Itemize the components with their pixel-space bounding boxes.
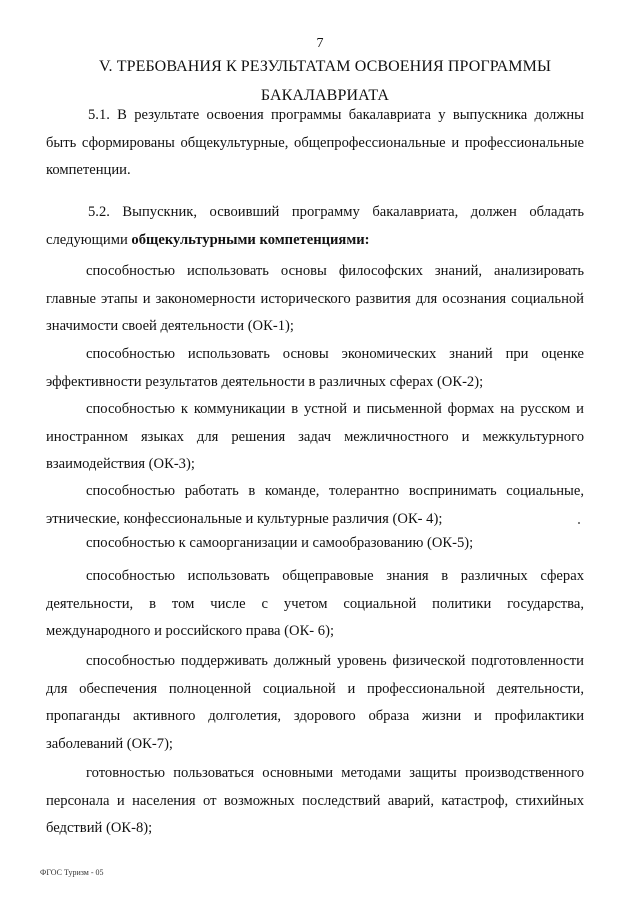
- competency-ok-3: способностью к коммуникации в устной и письменной формах на русском и иностранном языках для решения задач межличностного и межкультурного взаимодействия (ОК-3);: [46, 401, 584, 472]
- section-heading-line-2: БАКАЛАВРИАТА: [260, 87, 390, 104]
- page-number: 7: [316, 36, 324, 51]
- competency-ok-7: способностью поддерживать должный уровень физической подготовленности для обеспечения полноценной социальной и профессиональной деятельности, пропаганды активного долголетия, здорового образа жизни и профилактики заболеваний (ОК-7);: [46, 653, 584, 752]
- competency-ok-6: способностью использовать общеправовые знания в различных сферах деятельности, в том числе с учетом социальной политики государства, международного и российского права (ОК- 6);: [46, 568, 584, 639]
- competency-ok-5: способностью к самоорганизации и самообразованию (ОК-5);: [86, 535, 474, 551]
- page-footer: ФГОС Туризм - 05: [40, 868, 104, 877]
- section-heading-line-1: V. ТРЕБОВАНИЯ К РЕЗУЛЬТАТАМ ОСВОЕНИЯ ПРОГРАММЫ: [98, 58, 552, 75]
- paragraph-5-2: [46, 199, 584, 254]
- competency-ok-4: способностью работать в команде, толерантно воспринимать социальные, этнические, конфессиональные и культурные различия (ОК- 4);: [46, 483, 584, 527]
- scan-speck: [578, 522, 580, 524]
- paragraph-5-1: 5.1. В результате освоения программы бакалавриата у выпускника должны быть сформированы общекультурные, общепрофессиональные и профессиональные компетенции.: [46, 107, 584, 178]
- paragraph-5-2-text: 5.2. Выпускник, освоивший программу бакалавриата, должен обладать следующими: [46, 204, 584, 248]
- paragraph-5-2-bold: общекультурными компетенциями:: [131, 231, 370, 248]
- competency-ok-8: готовностью пользоваться основными методами защиты производственного персонала и населения от возможных последствий аварий, катастроф, стихийных бедствий (ОК-8);: [46, 765, 584, 836]
- competency-ok-1: способностью использовать основы философских знаний, анализировать главные этапы и закономерности исторического развития для осознания социальной значимости своей деятельности (ОК-1);: [46, 263, 584, 334]
- competency-ok-2: способностью использовать основы экономических знаний при оценке эффективности результатов деятельности в различных сферах (ОК-2);: [46, 346, 584, 390]
